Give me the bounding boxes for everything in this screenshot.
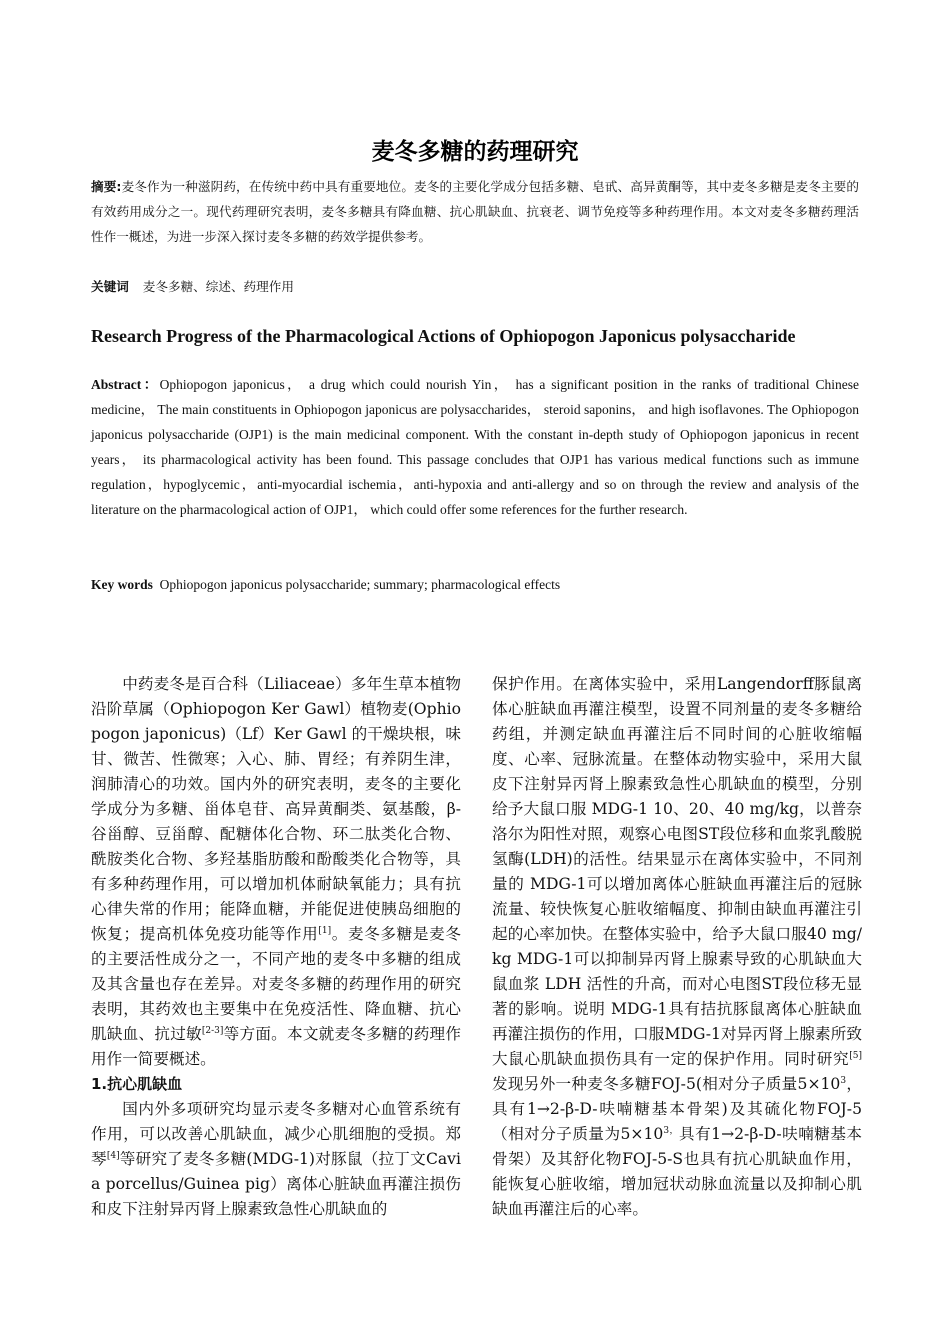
- section-1-text-d: ，具有1→2-β-D-呋喃糖基本骨架)及其硫化物FOJ-5（相对分子质量为5×10: [492, 1075, 862, 1143]
- chinese-abstract-label: 摘要:: [91, 179, 122, 194]
- chinese-abstract-text: 麦冬作为一种滋阴药，在传统中药中具有重要地位。麦冬的主要化学成分包括多糖、皂甙、高异黄酮等，其中麦冬多糖是麦冬主要的有效药用成分之一。现代药理研究表明，麦冬多糖具有降血糖、抗心肌缺血、抗衰老、调节免疫等多种药理作用。本文对麦冬多糖药理活性作一概述，为进一步深入探讨麦冬多糖的药效学提供参考。: [91, 179, 859, 244]
- citation-ref-1: [1]: [318, 925, 332, 936]
- intro-text-b: 。麦冬多糖是麦冬的主要活性成分之一，不同产地的麦冬中多糖的组成及其含量也存在差异。对麦冬多糖的药理作用的研究表明，其药效也主要集中在免疫活性、降血糖、抗心肌缺血、抗过敏: [91, 925, 461, 1043]
- citation-ref-2-3: [2-3]: [201, 1025, 224, 1036]
- english-keywords-label: Key words: [91, 577, 153, 592]
- chinese-keywords: [91, 274, 859, 299]
- body-column-right: [492, 672, 862, 1222]
- chinese-title: 麦冬多糖的药理研究: [371, 139, 579, 165]
- section-1-text-e: 具有1→2-β-D-呋喃糖基本骨架）及其舒化物FOJ-5-S也具有抗心肌缺血作用，能恢复心脏收缩，增加冠状动脉血流量以及抑制心肌缺血再灌注后的心率。: [492, 1125, 862, 1218]
- section-1-paragraph-continued: [492, 672, 862, 1222]
- english-abstract-label: Abstract：: [91, 377, 160, 392]
- exponent-2: 3，: [663, 1125, 680, 1136]
- chinese-keywords-text: 麦冬多糖、综述、药理作用: [142, 279, 294, 294]
- english-abstract: [91, 372, 859, 522]
- citation-ref-4: [4]: [106, 1150, 120, 1161]
- chinese-abstract: [91, 174, 859, 249]
- section-1-text-b-left: 等研究了麦冬多糖(MDG-1)对豚鼠（拉丁文Cavia porcellus/Guinea pig）离体心脏缺血再灌注损伤和皮下注射异丙肾上腺素致急性心肌缺血的: [91, 1150, 461, 1218]
- section-1-text-a: 国内外多项研究均显示麦冬多糖对心血管系统有作用，可以改善心肌缺血，减少心肌细胞的受损。郑琴: [91, 1100, 461, 1168]
- exponent-1: 3: [840, 1075, 847, 1086]
- section-1-paragraph: [91, 1097, 461, 1222]
- chinese-keywords-label: 关键词: [91, 279, 129, 294]
- section-1-text-b-right: 保护作用。在离体实验中，采用Langendorff豚鼠离体心脏缺血再灌注模型，设置不同剂量的麦冬多糖给药组，并测定缺血再灌注后不同时间的心脏收缩幅度、心率、冠脉流量。在整体动物实验中，采用大鼠皮下注射异丙肾上腺素致急性心肌缺血的模型，分别给予大鼠口服 MDG-1 10、20、40 mg/kg，以普奈洛尔为阳性对照，观察心电图ST段位移和血浆乳酸脱氢酶(LDH)的活性。结果显示在离体实验中，不同剂量的 MDG-1可以增加离体心脏缺血再灌注后的冠脉流量、较快恢复心脏收缩幅度、抑制由缺血再灌注引起的心率加快。在整体实验中，给予大鼠口服40 mg/kg MDG-1可以抑制异丙肾上腺素导致的心肌缺血大鼠血浆 LDH 活性的升高，而对心电图ST段位移无显著的影响。说明 MDG-1具有拮抗豚鼠离体心脏缺血再灌注损伤的作用，口服MDG-1对异丙肾上腺素所致大鼠心肌缺血损伤具有一定的保护作用。同时研究: [492, 675, 862, 1068]
- english-keywords: [91, 572, 859, 597]
- section-1-heading: 1.抗心肌缺血: [91, 1075, 183, 1093]
- english-abstract-text: Ophiopogon japonicus， a drug which could nourish Yin， has a significant position in the ranks of traditional Chinese medicine， The main constituents in Ophiopogon japonicus are polysaccharides， steroid saponins， and high isoflavones. The Ophiopogon japonicus polysaccharide (OJP1) is the main medicinal component. With the constant in-depth study of Ophiopogon japonicus in recent years， its pharmacological activity has been found. This passage concludes that OJP1 has various medical functions such as immune regulation，hypoglycemic，anti-myocardial ischemia，anti-hypoxia and anti-allergy and so on through the review and analysis of the literature on the pharmacological action of OJP1， which could offer some references for the further research.: [91, 377, 859, 517]
- intro-text-c: 等方面。本文就麦冬多糖的药理作用作一简要概述。: [91, 1025, 461, 1068]
- section-1-text-c: 发现另外一种麦冬多糖FOJ-5(相对分子质量5×10: [492, 1075, 841, 1093]
- english-title: Research Progress of the Pharmacological Actions of Ophiopogon Japonicus polysaccharide: [91, 326, 796, 346]
- intro-paragraph: [91, 672, 461, 1072]
- intro-text-a: 中药麦冬是百合科（Liliaceae）多年生草本植物沿阶草属（Ophiopogon Ker Gawl）植物麦(Ophiopogon japonicus)（Lf）Ker Gawl 的干燥块根，味甘、微苦、性微寒；入心、肺、胃经；有养阴生津，润肺清心的功效。国内外的研究表明，麦冬的主要化学成分为多糖、甾体皂苷、高异黄酮类、氨基酸，β-谷甾醇、豆甾醇、配糖体化合物、环二肽类化合物、酰胺类化合物、多羟基脂肪酸和酚酸类化合物等，具有多种药理作用，可以增加机体耐缺氧能力；具有抗心律失常的作用；能降血糖，并能促进使胰岛细胞的恢复；提高机体免疫功能等作用: [91, 675, 461, 943]
- citation-ref-5: [5]: [849, 1050, 862, 1061]
- body-column-left: [91, 672, 461, 1222]
- english-keywords-text: Ophiopogon japonicus polysaccharide; summary; pharmacological effects: [159, 577, 561, 592]
